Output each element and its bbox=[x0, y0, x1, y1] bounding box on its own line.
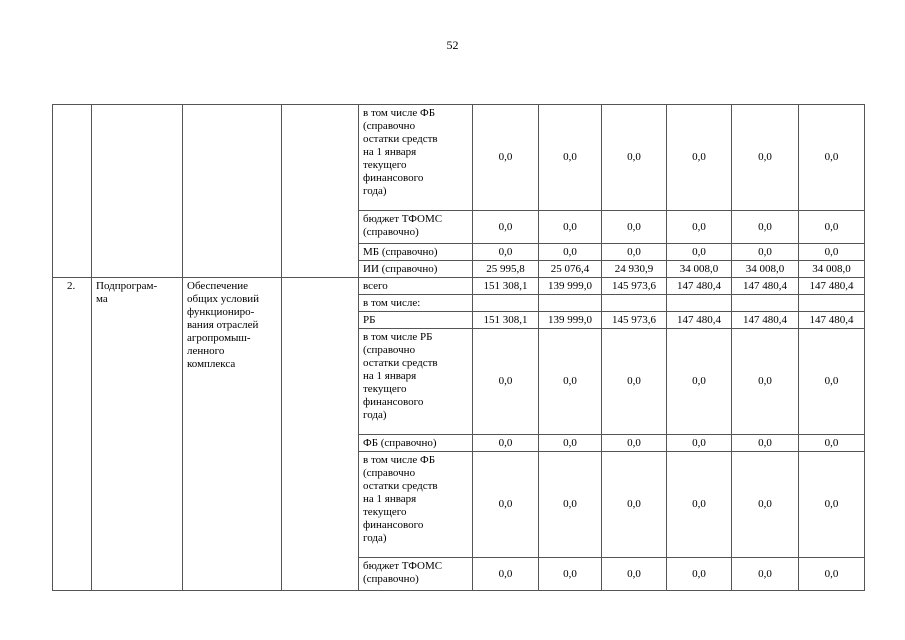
source-cell: всего bbox=[359, 278, 473, 295]
executor-cell-empty bbox=[282, 278, 359, 591]
value-cell: 0,0 bbox=[732, 558, 799, 591]
value-cell: 25 995,8 bbox=[473, 261, 539, 278]
value-cell: 0,0 bbox=[473, 452, 539, 558]
number-cell-empty bbox=[53, 105, 92, 278]
value-cell: 0,0 bbox=[473, 244, 539, 261]
value-cell bbox=[732, 295, 799, 312]
value-cell: 0,0 bbox=[667, 211, 732, 244]
value-cell: 0,0 bbox=[539, 329, 602, 435]
value-cell bbox=[667, 295, 732, 312]
source-cell: в том числе ФБ (справочно остатки средств на 1 января текущего финансового года) bbox=[359, 105, 473, 211]
program-status: Подпрограм- ма bbox=[92, 278, 183, 591]
value-cell: 0,0 bbox=[602, 329, 667, 435]
name-cell-empty bbox=[183, 105, 282, 278]
value-cell: 0,0 bbox=[539, 211, 602, 244]
value-cell: 25 076,4 bbox=[539, 261, 602, 278]
value-cell: 0,0 bbox=[732, 435, 799, 452]
value-cell: 147 480,4 bbox=[732, 278, 799, 295]
value-cell: 0,0 bbox=[473, 329, 539, 435]
value-cell bbox=[473, 295, 539, 312]
value-cell: 147 480,4 bbox=[799, 278, 865, 295]
value-cell: 0,0 bbox=[473, 211, 539, 244]
value-cell: 145 973,6 bbox=[602, 278, 667, 295]
value-cell: 0,0 bbox=[799, 211, 865, 244]
page-number: 52 bbox=[446, 38, 459, 52]
value-cell: 139 999,0 bbox=[539, 312, 602, 329]
value-cell: 0,0 bbox=[799, 435, 865, 452]
table-row bbox=[53, 278, 865, 295]
value-cell: 0,0 bbox=[732, 452, 799, 558]
value-cell: 0,0 bbox=[667, 435, 732, 452]
value-cell: 0,0 bbox=[667, 105, 732, 211]
value-cell: 147 480,4 bbox=[667, 312, 732, 329]
value-cell: 0,0 bbox=[602, 211, 667, 244]
value-cell: 145 973,6 bbox=[602, 312, 667, 329]
value-cell bbox=[799, 295, 865, 312]
source-cell: бюджет ТФОМС (справочно) bbox=[359, 558, 473, 591]
value-cell: 0,0 bbox=[539, 435, 602, 452]
source-cell: РБ bbox=[359, 312, 473, 329]
value-cell: 0,0 bbox=[602, 105, 667, 211]
table-row bbox=[53, 105, 865, 211]
value-cell: 0,0 bbox=[732, 105, 799, 211]
financing-table bbox=[52, 104, 865, 591]
source-cell: бюджет ТФОМС (справочно) bbox=[359, 211, 473, 244]
value-cell: 34 008,0 bbox=[732, 261, 799, 278]
value-cell bbox=[539, 295, 602, 312]
value-cell: 0,0 bbox=[799, 329, 865, 435]
value-cell: 0,0 bbox=[799, 558, 865, 591]
value-cell: 0,0 bbox=[539, 244, 602, 261]
value-cell: 0,0 bbox=[667, 244, 732, 261]
value-cell: 0,0 bbox=[799, 452, 865, 558]
value-cell: 0,0 bbox=[602, 558, 667, 591]
value-cell: 0,0 bbox=[667, 452, 732, 558]
value-cell: 0,0 bbox=[732, 211, 799, 244]
value-cell bbox=[602, 295, 667, 312]
value-cell: 0,0 bbox=[473, 435, 539, 452]
source-cell: в том числе ФБ (справочно остатки средств на 1 января текущего финансового года) bbox=[359, 452, 473, 558]
value-cell: 0,0 bbox=[539, 452, 602, 558]
value-cell: 147 480,4 bbox=[799, 312, 865, 329]
value-cell: 34 008,0 bbox=[799, 261, 865, 278]
value-cell: 0,0 bbox=[799, 244, 865, 261]
value-cell: 0,0 bbox=[667, 558, 732, 591]
program-name: Обеспечение общих условий функциониро- вания отраслей агропромыш- ленного комплекса bbox=[183, 278, 282, 591]
value-cell: 147 480,4 bbox=[732, 312, 799, 329]
value-cell: 0,0 bbox=[473, 558, 539, 591]
value-cell: 0,0 bbox=[539, 558, 602, 591]
value-cell: 24 930,9 bbox=[602, 261, 667, 278]
source-cell: в том числе РБ (справочно остатки средств на 1 января текущего финансового года) bbox=[359, 329, 473, 435]
value-cell: 0,0 bbox=[602, 244, 667, 261]
executor-cell-empty bbox=[282, 105, 359, 278]
value-cell: 0,0 bbox=[539, 105, 602, 211]
source-cell: ИИ (справочно) bbox=[359, 261, 473, 278]
source-cell: МБ (справочно) bbox=[359, 244, 473, 261]
value-cell: 147 480,4 bbox=[667, 278, 732, 295]
status-cell-empty bbox=[92, 105, 183, 278]
value-cell: 151 308,1 bbox=[473, 278, 539, 295]
value-cell: 0,0 bbox=[602, 452, 667, 558]
value-cell: 0,0 bbox=[732, 244, 799, 261]
source-cell: ФБ (справочно) bbox=[359, 435, 473, 452]
value-cell: 0,0 bbox=[473, 105, 539, 211]
value-cell: 0,0 bbox=[732, 329, 799, 435]
value-cell: 139 999,0 bbox=[539, 278, 602, 295]
value-cell: 34 008,0 bbox=[667, 261, 732, 278]
value-cell: 151 308,1 bbox=[473, 312, 539, 329]
value-cell: 0,0 bbox=[799, 105, 865, 211]
value-cell: 0,0 bbox=[667, 329, 732, 435]
source-cell: в том числе: bbox=[359, 295, 473, 312]
row-number: 2. bbox=[53, 278, 92, 591]
value-cell: 0,0 bbox=[602, 435, 667, 452]
